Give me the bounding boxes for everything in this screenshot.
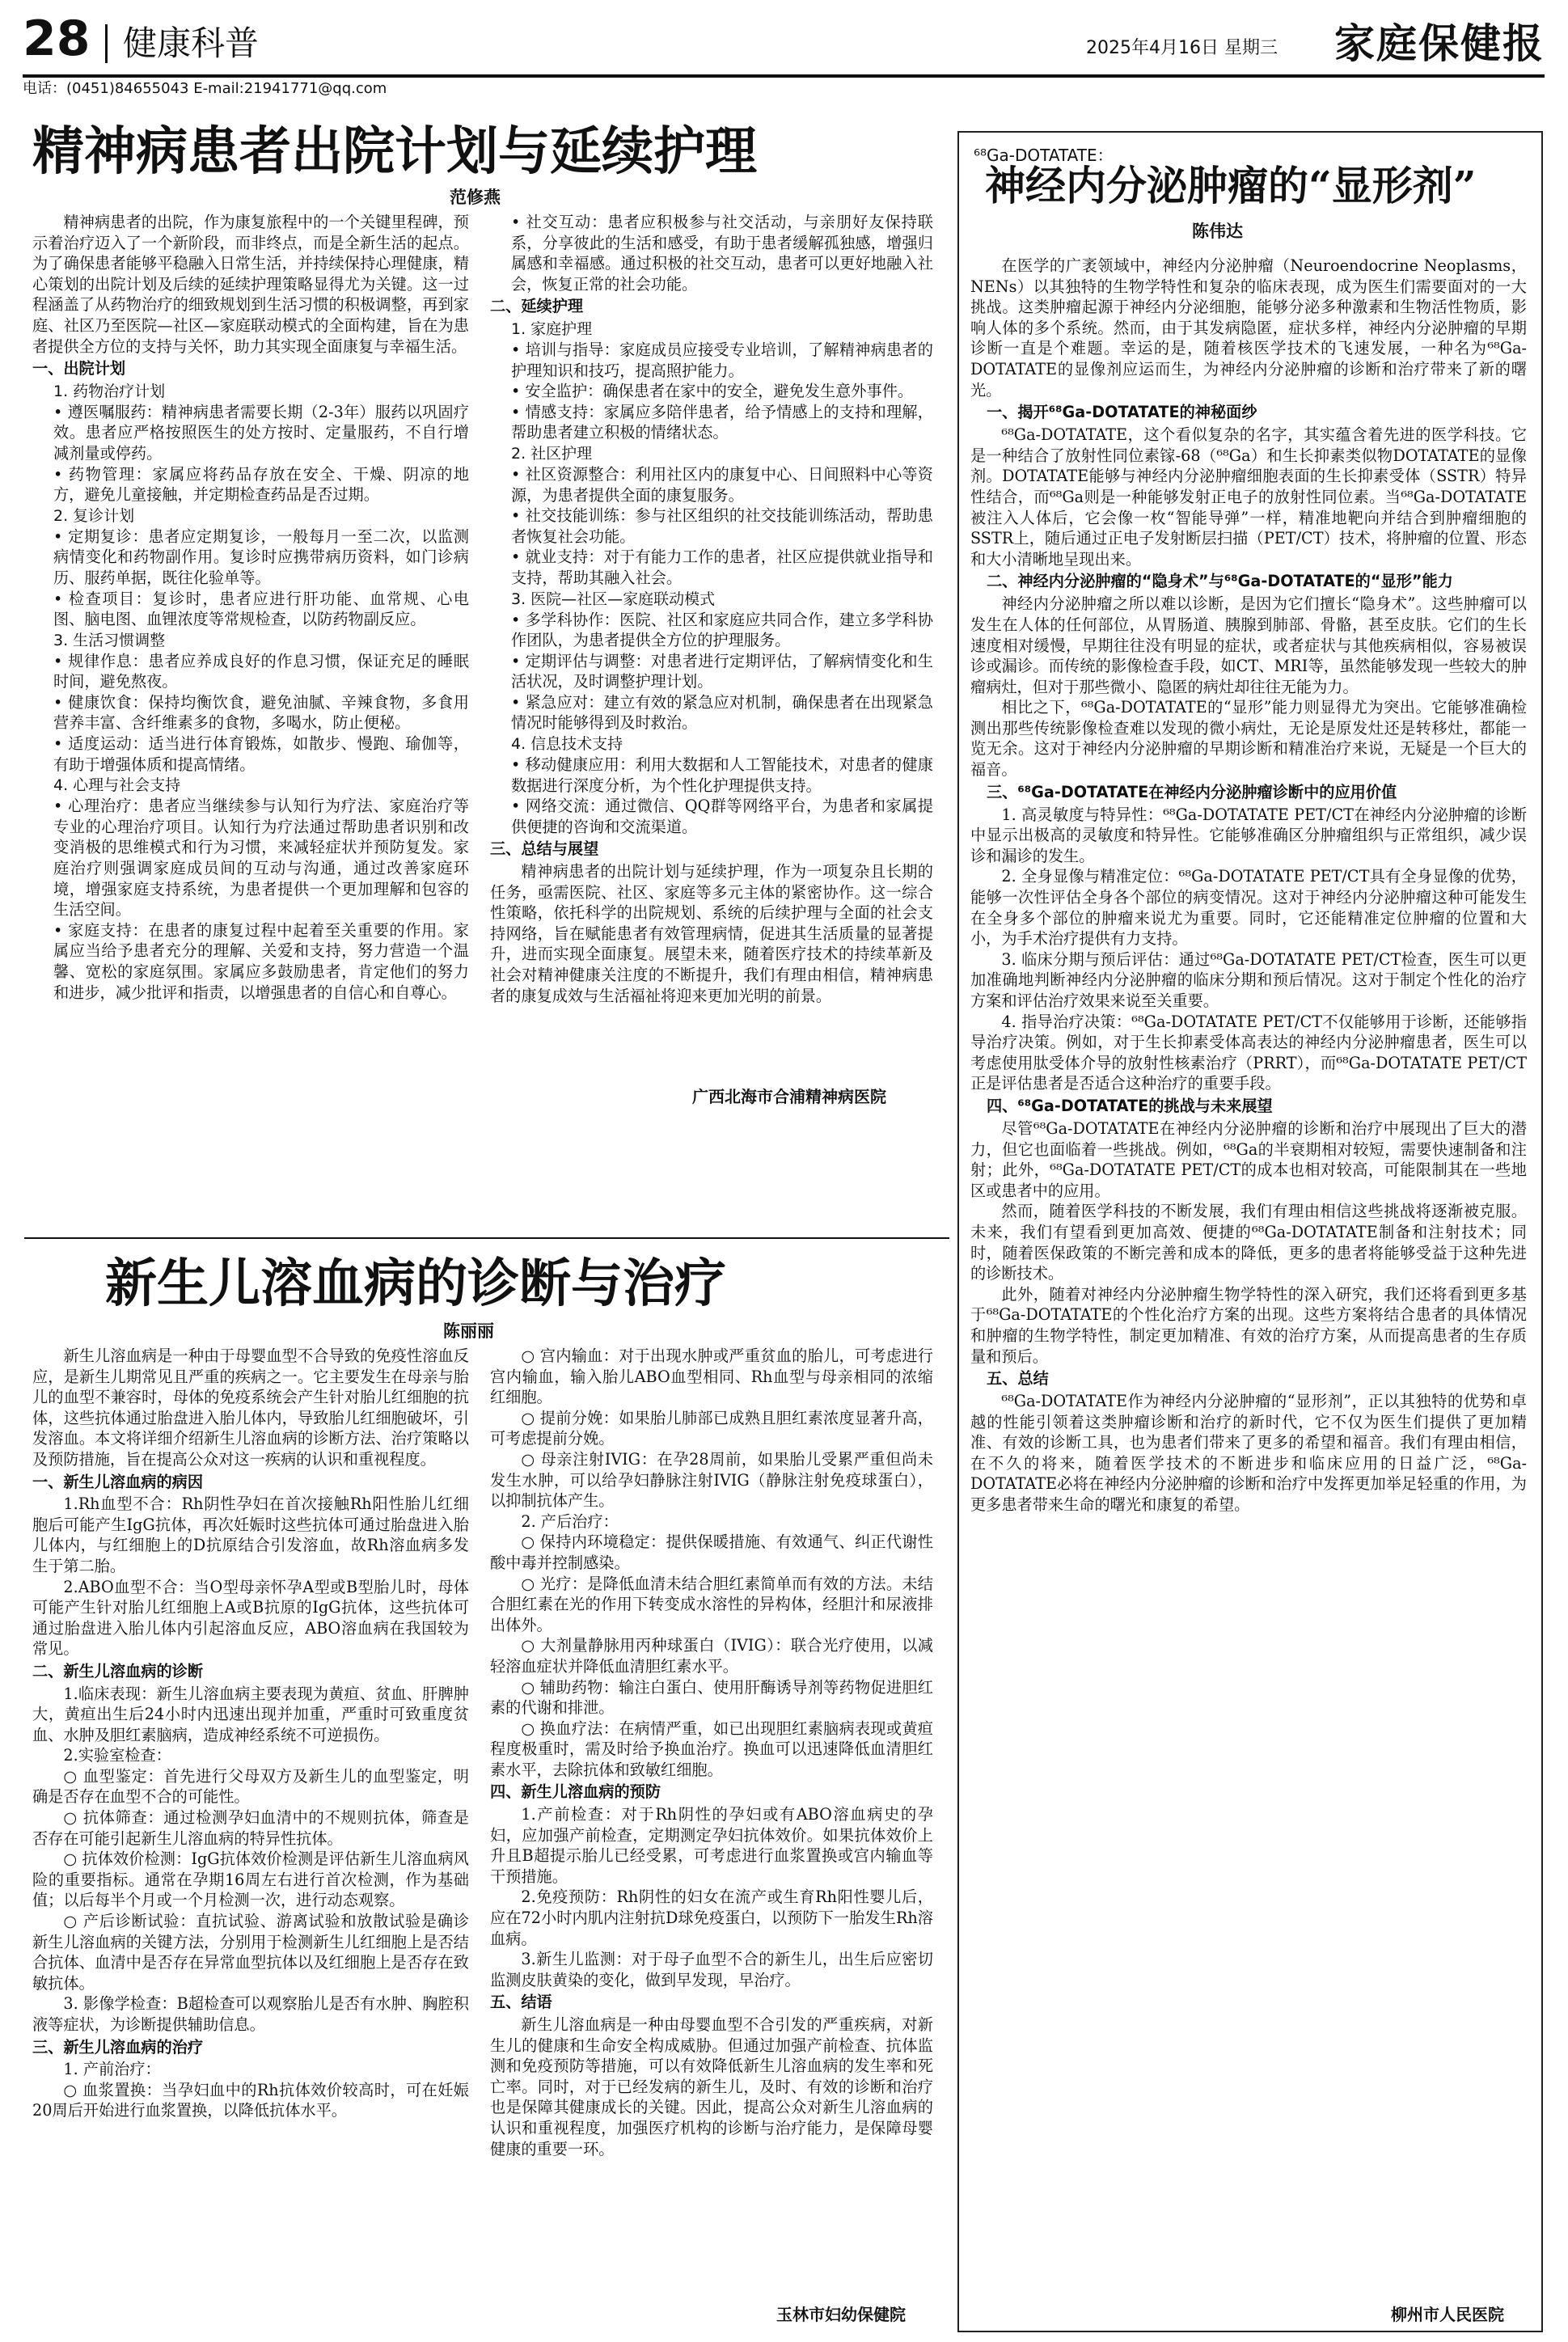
paragraph: 1. 产前治疗： [63, 2060, 161, 2079]
section-heading: 二、新生儿溶血病的诊断 [32, 1661, 204, 1680]
paragraph: 在医学的广袤领域中，神经内分泌肿瘤（Neuroendocrine Neoplasms，NENs）以其独特的生物学特性和复杂的临床表现，成为医生们需要面对的一大挑战。这类肿瘤起源于神经内分泌细胞，能够分泌多种激素和生物活性物质，影响人体的多个系统。然而，由于其发病隐匿，症状多样，神经内分泌肿瘤的早期诊断一直是个难题。幸运的是，随着核医学技术的飞速发展，一种名为⁶⁸Ga-DOTATATE的显像剂应运而生，为神经内分泌肿瘤的诊断和治疗带来了新的曙光。 [970, 256, 1527, 399]
paragraph: ○ 光疗：是降低血清未结合胆红素简单而有效的方法。未结合胆红素在光的作用下转变成水溶性的异构体，经胆汁和尿液排出体外。 [490, 1574, 933, 1634]
bullet-item: • 定期评估与调整：对患者进行定期评估，了解病情变化和生活状况，及时调整护理计划。 [511, 651, 933, 691]
bullet-item: • 检查项目：复诊时，患者应进行肝功能、血常规、心电图、脑电图、血锂浓度等常规检查，以防药物副反应。 [53, 589, 469, 629]
paragraph: 相比之下，⁶⁸Ga-DOTATATE的“显形”能力则显得尤为突出。它能够准确检测出那些传统影像检查难以发现的微小病灶，无论是原发灶还是转移灶，都能一览无余。这对于神经内分泌肿瘤的早期诊断和精准治疗来说，无疑是一个巨大的福音。 [970, 698, 1527, 780]
bullet-item: • 情感支持：家属应多陪伴患者，给予情感上的支持和理解，帮助患者建立积极的情绪状态。 [511, 402, 933, 442]
article-title: 精神病患者出院计划与延续护理 [32, 121, 757, 182]
paragraph: 1.Rh血型不合：Rh阴性孕妇在首次接触Rh阳性胎儿红细胞后可能产生IgG抗体，再次妊娠时这些抗体可通过胎盘进入胎儿体内，与红细胞上的D抗原结合引发溶血，故Rh溶血病多发生于第二胎。 [32, 1494, 469, 1575]
paragraph: 1.临床表现：新生儿溶血病主要表现为黄疸、贫血、肝脾肿大，黄疸出生后24小时内迅速出现并加重，严重时可致重度贫血、水肿及胆红素脑病，造成神经系统不可逆损伤。 [32, 1684, 469, 1744]
paragraph: 新生儿溶血病是一种由于母婴血型不合导致的免疫性溶血反应，是新生儿期常见且严重的疾病之一。它主要发生在母亲与胎儿的血型不兼容时，母体的免疫系统会产生针对胎儿红细胞的抗体，这些抗体通过胎盘进入胎儿体内，导致胎儿红细胞破坏，引发溶血。本文将详细介绍新生儿溶血病的诊断方法、治疗策略以及预防措施，旨在提高公众对这一疾病的认识和重视程度。 [32, 1346, 469, 1469]
section-heading: 三、⁶⁸Ga-DOTATATE在神经内分泌肿瘤诊断中的应用价值 [987, 782, 1397, 801]
paragraph: ○ 换血疗法：在病情严重，如已出现胆红素脑病表现或黄疸程度极重时，需及时给予换血治疗。换血可以迅速降低血清胆红素水平，去除抗体和致敏红细胞。 [490, 1718, 933, 1779]
section-heading: 一、揭开⁶⁸Ga-DOTATATE的神秘面纱 [987, 403, 1257, 422]
paragraph: 尽管⁶⁸Ga-DOTATATE在神经内分泌肿瘤的诊断和治疗中展现出了巨大的潜力，但它也面临着一些挑战。例如，⁶⁸Ga的半衰期相对较短，需要快速制备和注射；此外，⁶⁸Ga-DOTATATE PET/CT的成本也相对较高，可能限制其在一些地区或患者中的应用。 [970, 1118, 1527, 1200]
issue-date: 2025年4月16日 星期三 [1086, 38, 1278, 58]
paragraph: ○ 抗体筛查：通过检测孕妇血清中的不规则抗体，筛查是否存在可能引起新生儿溶血病的特异性抗体。 [32, 1808, 469, 1848]
newspaper-name: 家庭保健报 [1334, 19, 1545, 67]
section-heading: 三、新生儿溶血病的治疗 [32, 2037, 204, 2057]
bullet-item: • 适度运动：适当进行体育锻炼，如散步、慢跑、瑜伽等，有助于增强体质和提高情绪。 [53, 734, 469, 774]
paragraph: 新生儿溶血病是一种由母婴血型不合引发的严重疾病，对新生儿的健康和生命安全构成威胁。但通过加强产前检查、抗体监测和免疫预防等措施，可以有效降低新生儿溶血病的发生率和死亡率。同时，对于已经发病的新生儿，及时、有效的诊断和治疗也是保障其健康成长的关键。因此，提高公众对新生儿溶血病的认识和重视程度，加强医疗机构的诊断与治疗能力，是保障母婴健康的重要一环。 [490, 2015, 933, 2158]
article-column [490, 1346, 933, 2295]
section-heading: 二、神经内分泌肿瘤的“隐身术”与⁶⁸Ga-DOTATATE的“显形”能力 [987, 572, 1453, 591]
bullet-item: • 安全监护：确保患者在家中的安全，避免发生意外事件。 [511, 382, 914, 401]
article-author: 陈伟达 [1192, 222, 1243, 241]
subsection-heading: 1. 药物治疗计划 [53, 382, 166, 400]
section-heading: 五、结语 [490, 1993, 552, 2012]
bullet-item: • 健康饮食：保持均衡饮食，避免油腻、辛辣食物，多食用营养丰富、含纤维素多的食物，多喝水，防止便秘。 [53, 692, 469, 733]
page-header [23, 10, 1545, 78]
paragraph: ○ 母亲注射IVIG：在孕28周前，如果胎儿受累严重但尚未发生水肿，可以给孕妇静脉注射IVIG（静脉注射免疫球蛋白），以抑制抗体产生。 [490, 1449, 933, 1511]
subsection-heading: 3. 医院—社区—家庭联动模式 [511, 590, 716, 608]
paragraph: ○ 保持内环境稳定：提供保暖措施、有效通气、纠正代谢性酸中毒并控制感染。 [490, 1532, 933, 1572]
bullet-item: • 紧急应对：建立有效的紧急应对机制，确保患者在出现紧急情况时能够得到及时救治。 [511, 692, 933, 733]
article-hospital: 玉林市妇幼保健院 [776, 2305, 906, 2324]
article-title: 神经内分泌肿瘤的“显形剂” [985, 162, 1477, 209]
paragraph: 3. 影像学检查：B超检查可以观察胎儿是否有水肿、胸腔积液等症状，为诊断提供辅助信息。 [32, 1994, 469, 2034]
subsection-heading: 4. 心理与社会支持 [53, 776, 181, 795]
article-pretitle: ⁶⁸Ga-DOTATATE： [974, 146, 1114, 165]
section-heading: 三、总结与展望 [490, 839, 599, 859]
subsection-heading: 2. 社区护理 [511, 444, 593, 463]
section-heading: 四、⁶⁸Ga-DOTATATE的挑战与未来展望 [987, 1096, 1273, 1115]
article-column [490, 212, 933, 1082]
subsection-heading: 2. 复诊计划 [53, 506, 135, 525]
paragraph: ○ 血浆置换：当孕妇血中的Rh抗体效价较高时，可在妊娠20周后开始进行血浆置换，以降低抗体水平。 [32, 2080, 469, 2120]
paragraph: 4. 指导治疗决策：⁶⁸Ga-DOTATATE PET/CT不仅能够用于诊断，还能够指导治疗决策。例如，对于生长抑素受体高表达的神经内分泌肿瘤患者，医生可以考虑使用肽受体介导的放射性核素治疗（PRRT），而⁶⁸Ga-DOTATATE PET/CT正是评估患者是否适合这种治疗的重要手段。 [970, 1012, 1527, 1093]
paragraph: ⁶⁸Ga-DOTATATE作为神经内分泌肿瘤的“显形剂”，正以其独特的优势和卓越的性能引领着这类肿瘤诊断和治疗的新时代，它不仅为医生们提供了更加精准、有效的诊断工具，也为患者们带来了更多的希望和福音。我们有理由相信，在不久的将来，随着医学技术的不断进步和临床应用的日益广泛，⁶⁸Ga-DOTATATE必将在神经内分泌肿瘤的诊断和治疗中发挥更加举足轻重的作用，为更多患者带来生命的曙光和康复的希望。 [970, 1392, 1527, 1515]
paragraph: ○ 提前分娩：如果胎儿肺部已成熟且胆红素浓度显著升高，可考虑提前分娩。 [490, 1408, 933, 1448]
bullet-item: • 规律作息：患者应养成良好的作息习惯，保证充足的睡眠时间，避免熬夜。 [53, 651, 469, 691]
page-number: 28 [23, 11, 91, 67]
bullet-item: • 遵医嘱服药：精神病患者需要长期（2-3年）服药以巩固疗效。患者应严格按照医生的处方按时、定量服药，不自行增减剂量或停药。 [53, 402, 469, 463]
bullet-item: • 定期复诊：患者应定期复诊，一般每月一至二次，以监测病情变化和药物副作用。复诊时应携带病历资料，如门诊病历、服药单据，既往化验单等。 [53, 526, 469, 587]
subsection-heading: 3. 生活习惯调整 [53, 631, 166, 649]
bullet-item: • 就业支持：对于有能力工作的患者，社区应提供就业指导和支持，帮助其融入社会。 [511, 547, 933, 587]
paragraph: 此外，随着对神经内分泌肿瘤生物学特性的深入研究，我们还将看到更多基于⁶⁸Ga-DOTATATE的个性化治疗方案的出现。这些方案将结合患者的具体情况和肿瘤的生物学特性，制定更加精准、有效的治疗方案，从而提高患者的生存质量和预后。 [970, 1284, 1527, 1366]
article-column [32, 1346, 469, 2329]
section-heading: 五、总结 [987, 1369, 1049, 1389]
paragraph: ○ 宫内输血：对于出现水肿或严重贫血的胎儿，可考虑进行宫内输血，输入胎儿ABO血型相同、Rh血型与母亲相同的浓缩红细胞。 [490, 1346, 933, 1407]
bullet-item: • 培训与指导：家庭成员应接受专业培训，了解精神病患者的护理知识和技巧，提高照护能力。 [511, 340, 933, 380]
section-name: 健康科普 [123, 23, 260, 63]
paragraph: 3. 临床分期与预后评估：通过⁶⁸Ga-DOTATATE PET/CT检查，医生可以更加准确地判断神经内分泌肿瘤的临床分期和预后情况。这对于制定个性化的治疗方案和评估治疗效果来说至关重要。 [970, 949, 1527, 1010]
article-column [32, 212, 469, 1216]
paragraph: 精神病患者的出院计划与延续护理，作为一项复杂且长期的任务，亟需医院、社区、家庭等多元主体的紧密协作。这一综合性策略，依托科学的出院规划、系统的后续护理与全面的社会支持网络，旨在赋能患者有效管理病情，促进其生活质量的显著提升，进而实现全面康复。展望未来，随着医疗技术的持续革新及社会对精神健康关注度的不断提升，我们有理由相信，精神病患者的康复成效与生活福祉将迎来更加光明的前景。 [490, 862, 933, 1005]
section-heading: 四、新生儿溶血病的预防 [490, 1782, 661, 1802]
bullet-item: • 移动健康应用：利用大数据和人工智能技术，对患者的健康数据进行深度分析，为个性化护理提供支持。 [511, 755, 933, 795]
article-title: 新生儿溶血病的诊断与治疗 [105, 1253, 726, 1314]
paragraph: 2.实验室检查： [63, 1746, 171, 1765]
bullet-item: • 药物管理：家属应将药品存放在安全、干燥、阴凉的地方，避免儿童接触，并定期检查药品是否过期。 [53, 464, 469, 505]
paragraph: 2. 全身显像与精准定位：⁶⁸Ga-DOTATATE PET/CT具有全身显像的优势，能够一次性评估全身各个部位的病变情况。这对于神经内分泌肿瘤这种可能发生在全身多个部位的肿瘤来说尤为重要。同时，它还能精准定位肿瘤的位置和大小，为手术治疗提供有力支持。 [970, 867, 1527, 949]
subsection-heading: 4. 信息技术支持 [511, 735, 623, 754]
article-separator [24, 1237, 949, 1239]
paragraph: 精神病患者的出院，作为康复旅程中的一个关键里程碑，预示着治疗迈入了一个新阶段，而非终点，而是全新生活的起点。为了确保患者能够平稳融入日常生活，并持续保持心理健康，精心策划的出院计划及后续的延续护理策略显得尤为关键。这一过程涵盖了从药物治疗的细致规划到生活习惯的积极调整，再到家庭、社区乃至医院—社区—家庭联动模式的全面构建，旨在为患者提供全方位的支持与关怀，助力其实现全面康复与幸福生活。 [32, 213, 469, 356]
paragraph: 1. 高灵敏度与特异性：⁶⁸Ga-DOTATATE PET/CT在神经内分泌肿瘤的诊断中显示出极高的灵敏度和特异性。它能够准确区分肿瘤组织与正常组织，减少误诊和漏诊的发生。 [970, 805, 1527, 865]
article-hospital: 广西北海市合浦精神病医院 [692, 1087, 886, 1106]
article-author: 范修燕 [450, 188, 501, 207]
bullet-item: • 社交技能训练：参与社区组织的社交技能训练活动，帮助患者恢复社会功能。 [511, 506, 933, 546]
contact-line: 电话：(0451)84655043 E-mail:21941771@qq.com [23, 80, 387, 97]
header-divider [105, 24, 108, 63]
section-heading: 一、出院计划 [32, 359, 126, 378]
paragraph: ○ 产后诊断试验：直抗试验、游离试验和放散试验是确诊新生儿溶血病的关键方法，分别用于检测新生儿红细胞上是否结合抗体、血清中是否存在异常血型抗体以及红细胞上是否存在致敏抗体。 [32, 1912, 469, 1993]
article-hospital: 柳州市人民医院 [1391, 2305, 1504, 2324]
paragraph: 1.产前检查：对于Rh阴性的孕妇或有ABO溶血病史的孕妇，应加强产前检查，定期测定孕妇抗体效价。如果抗体效价上升且B超提示胎儿已经受累，可考虑进行血浆置换或宫内输血等干预措施。 [490, 1805, 933, 1886]
paragraph: ○ 血型鉴定：首先进行父母双方及新生儿的血型鉴定，明确是否存在血型不合的可能性。 [32, 1766, 469, 1807]
bullet-item: • 网络交流：通过微信、QQ群等网络平台，为患者和家属提供便捷的咨询和交流渠道。 [511, 797, 933, 836]
paragraph: ⁶⁸Ga-DOTATATE，这个看似复杂的名字，其实蕴含着先进的医学科技。它是一种结合了放射性同位素镓-68（⁶⁸Ga）和生长抑素类似物DOTATATE的显像剂。DOTATATE能够与神经内分泌肿瘤细胞表面的生长抑素受体（SSTR）特异性结合，而⁶⁸Ga则是一种能够发射正电子的放射性同位素。当⁶⁸Ga-DOTATATE被注入人体后，它会像一枚“智能导弹”一样，精准地靶向并结合到肿瘤细胞的SSTR上，随后通过正电子发射断层扫描（PET/CT）技术，将肿瘤的位置、形态和大小清晰地呈现出来。 [970, 425, 1527, 569]
paragraph: 2.ABO血型不合：当O型母亲怀孕A型或B型胎儿时，母体可能产生针对胎儿红细胞上A或B抗原的IgG抗体，这些抗体可通过胎盘进入胎儿体内引起溶血反应，ABO溶血病在我国较为常见。 [32, 1577, 469, 1659]
bullet-item: • 家庭支持：在患者的康复过程中起着至关重要的作用。家属应当给予患者充分的理解、关爱和支持，努力营造一个温馨、宽松的家庭氛围。家属应多鼓励患者，肯定他们的努力和进步，减少批评和指责，以增强患者的自信心和自尊心。 [53, 920, 469, 1002]
paragraph: 然而，随着医学科技的不断发展，我们有理由相信这些挑战将逐渐被克服。未来，我们有望看到更加高效、便捷的⁶⁸Ga-DOTATATE制备和注射技术；同时，随着医保政策的不断完善和成本的降低，更多的患者将能够受益于这种先进的诊断技术。 [970, 1202, 1527, 1283]
paragraph: ○ 辅助药物：输注白蛋白、使用肝酶诱导剂等药物促进胆红素的代谢和排泄。 [490, 1677, 933, 1718]
bullet-item: • 多学科协作：医院、社区和家庭应共同合作，建立多学科协作团队，为患者提供全方位的护理服务。 [511, 610, 933, 650]
bullet-item: • 社交互动：患者应积极参与社交活动，与亲朋好友保持联系，分享彼此的生活和感受，有助于患者缓解孤独感，增强归属感和幸福感。通过积极的社交互动，患者可以更好地融入社会，恢复正常的社会功能。 [511, 213, 933, 294]
paragraph: ○ 大剂量静脉用丙种球蛋白（IVIG）：联合光疗使用，以减轻溶血症状并降低血清胆红素水平。 [490, 1636, 933, 1676]
bullet-item: • 社区资源整合：利用社区内的康复中心、日间照料中心等资源，为患者提供全面的康复服务。 [511, 464, 933, 505]
paragraph: ○ 抗体效价检测：IgG抗体效价检测是评估新生儿溶血病风险的重要指标。通常在孕期16周左右进行首次检测，作为基础值；以后每半个月或一个月检测一次，进行动态观察。 [32, 1850, 469, 1910]
section-heading: 二、延续护理 [490, 297, 584, 316]
paragraph: 2. 产后治疗： [521, 1511, 619, 1531]
paragraph: 2.免疫预防：Rh阴性的妇女在流产或生育Rh阳性婴儿后，应在72小时内肌内注射抗D球免疫蛋白，以预防下一胎发生Rh溶血病。 [490, 1888, 933, 1948]
bullet-item: • 心理治疗：患者应当继续参与认知行为疗法、家庭治疗等专业的心理治疗项目。认知行为疗法通过帮助患者识别和改变消极的思维模式和行为习惯，来减轻症状并预防复发。家庭治疗则强调家庭成员间的互动与沟通，通过改善家庭环境，增强家庭支持系统，为患者提供一个更加理解和包容的生活空间。 [53, 797, 469, 919]
article-author: 陈丽丽 [443, 1321, 494, 1341]
paragraph: 神经内分泌肿瘤之所以难以诊断，是因为它们擅长“隐身术”。这些肿瘤可以发生在人体的任何部位，从胃肠道、胰腺到肺部、骨骼，甚至皮肤。它们的生长速度相对缓慢，早期往往没有明显的症状，或者症状与其他疾病相似，容易被误诊或漏诊。而传统的影像检查手段，如CT、MRI等，虽然能够发现一些较大的肿瘤病灶，但对于那些微小、隐匿的病灶却往往无能为力。 [970, 594, 1527, 696]
section-heading: 一、新生儿溶血病的病因 [32, 1472, 204, 1491]
subsection-heading: 1. 家庭护理 [511, 319, 593, 338]
paragraph: 3.新生儿监测：对于母子血型不合的新生儿，出生后应密切监测皮肤黄染的变化，做到早发现，早治疗。 [490, 1950, 933, 1989]
article-column [970, 256, 1527, 2300]
